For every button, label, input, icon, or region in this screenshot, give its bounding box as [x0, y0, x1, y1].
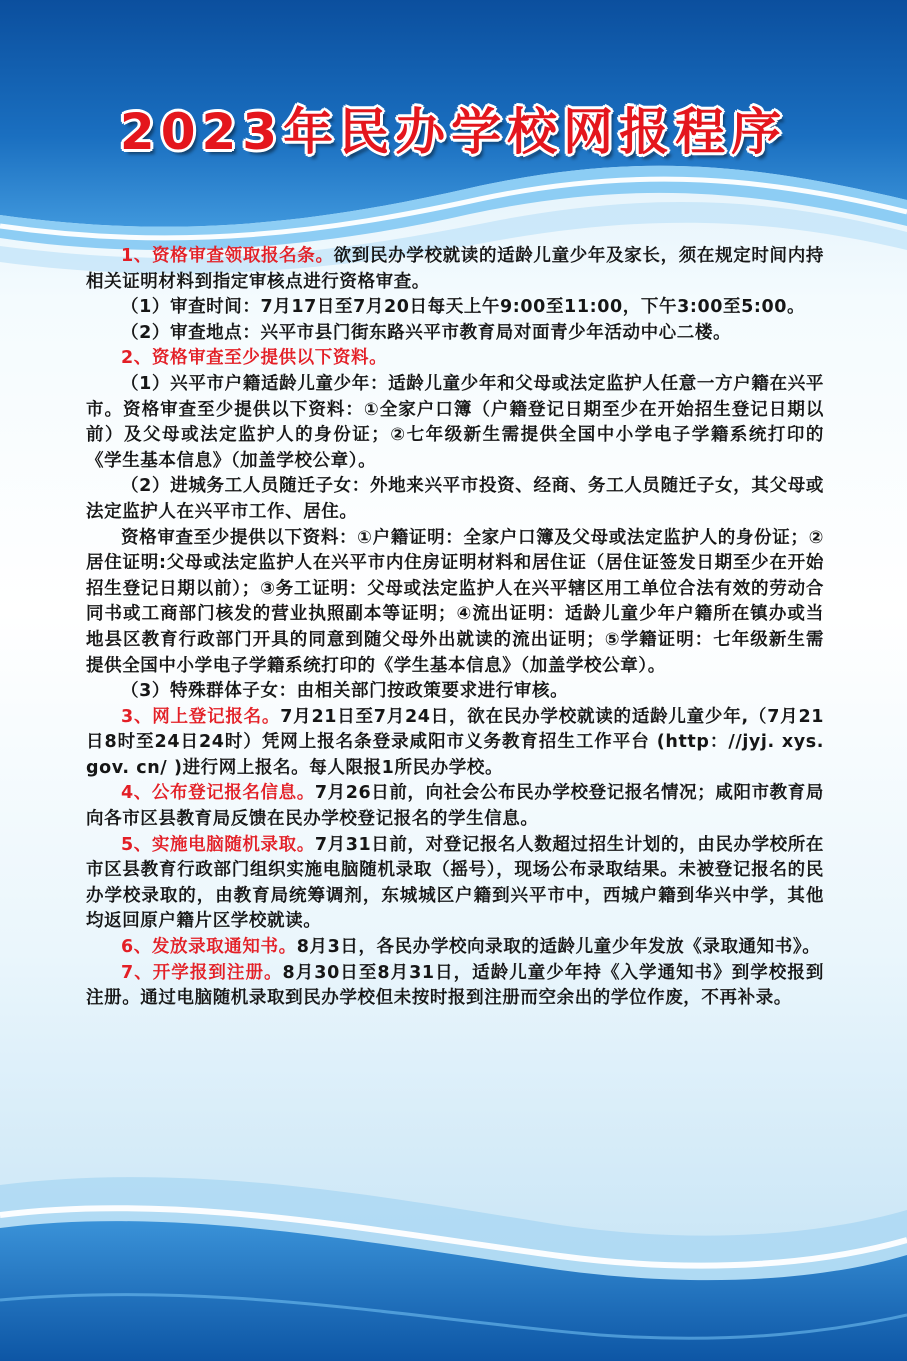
- section-6: [86, 935, 824, 961]
- section-text: 7月31日前，对登记报名人数超过招生计划的，由民办学校所在市区县教育行政部门组织实施电脑随机录取（摇号），现场公布录取结果。未被登记报名的民办学校录取的，由教育局统筹调剂，东城城区户籍到兴平市中，西城户籍到华兴中学，其他均返回原户籍片区学校就读。: [86, 834, 824, 932]
- section-4: [86, 781, 824, 832]
- section-heading: 1、资格审查领取报名条。: [121, 246, 334, 266]
- section-5: [86, 833, 824, 935]
- section-3: [86, 705, 824, 782]
- section-heading: 5、实施电脑随机录取。: [121, 834, 315, 855]
- section-text: 7月21日至7月24日，欲在民办学校就读的适龄儿童少年,（7月21日8时至24日24时）凭网上报名条登录咸阳市义务教育招生工作平台 (http：//jyj. xys. gov. cn/ )进行网上报名。每人限报1所民办学校。: [86, 706, 825, 778]
- section-2-special: （3）特殊群体子女：由相关部门按政策要求进行审核。: [121, 681, 569, 702]
- section-1-place: （2）审查地点：兴平市县门街东路兴平市教育局对面青少年活动中心二楼。: [121, 322, 732, 343]
- section-heading: 2、资格审查至少提供以下资料。: [121, 348, 388, 369]
- section-2-migrant-materials: 资格审查至少提供以下资料：①户籍证明：全家户口簿及父母或法定监护人的身份证；②居住证明:父母或法定监护人在兴平市内住房证明材料和居住证（居住证签发日期至少在开始招生登记日期以前）；③务工证明：父母或法定监护人在兴平辖区用工单位合法有效的劳动合同书或工商部门核发的营业执照副本等证明；④流出证明：适龄儿童少年户籍所在镇办或当地县区教育行政部门开具的同意到随父母外出就读的流出证明；⑤学籍证明：七年级新生需提供全国中小学电子学籍系统打印的《学生基本信息》（加盖学校公章）。: [86, 527, 824, 676]
- section-text: 欲到民办学校就读的适龄儿童少年及家长，须在规定时间内持相关证明材料到指定审核点进行资格审查。: [86, 246, 824, 292]
- section-2: [86, 346, 824, 372]
- section-1-time: （1）审查时间：7月17日至7月20日每天上午9:00至11:00，下午3:00至5:00。: [121, 297, 806, 318]
- section-heading: 4、公布登记报名信息。: [121, 783, 315, 804]
- section-heading: 3、网上登记报名。: [121, 706, 281, 727]
- section-heading: 7、开学报到注册。: [121, 962, 283, 983]
- poster-title: 2023年民办学校网报程序: [119, 103, 788, 161]
- section-2-local: （1）兴平市户籍适龄儿童少年：适龄儿童少年和父母或法定监护人任意一方户籍在兴平市。资格审查至少提供以下资料：①全家户口簿（户籍登记日期至少在开始招生登记日期以前）及父母或法定监护人的身份证；②七年级新生需提供全国中小学电子学籍系统打印的《学生基本信息》（加盖学校公章）。: [86, 373, 824, 471]
- section-7: [86, 961, 824, 1012]
- section-text: 7月26日前，向社会公布民办学校登记报名情况；咸阳市教育局向各市区县教育局反馈在民办学校登记报名的学生信息。: [86, 783, 824, 830]
- section-heading: 6、发放录取通知书。: [121, 937, 297, 958]
- section-text: 8月30日至8月31日，适龄儿童少年持《入学通知书》到学校报到注册。通过电脑随机录取到民办学校但未按时报到注册而空余出的学位作废，不再补录。: [86, 962, 824, 1009]
- section-1: [86, 244, 824, 295]
- section-text: 8月3日，各民办学校向录取的适龄儿童少年发放《录取通知书》。: [296, 937, 821, 958]
- section-2-migrant: （2）进城务工人员随迁子女：外地来兴平市投资、经商、务工人员随迁子女，其父母或法定监护人在兴平市工作、居住。: [86, 476, 824, 522]
- procedure-content: [86, 244, 824, 1012]
